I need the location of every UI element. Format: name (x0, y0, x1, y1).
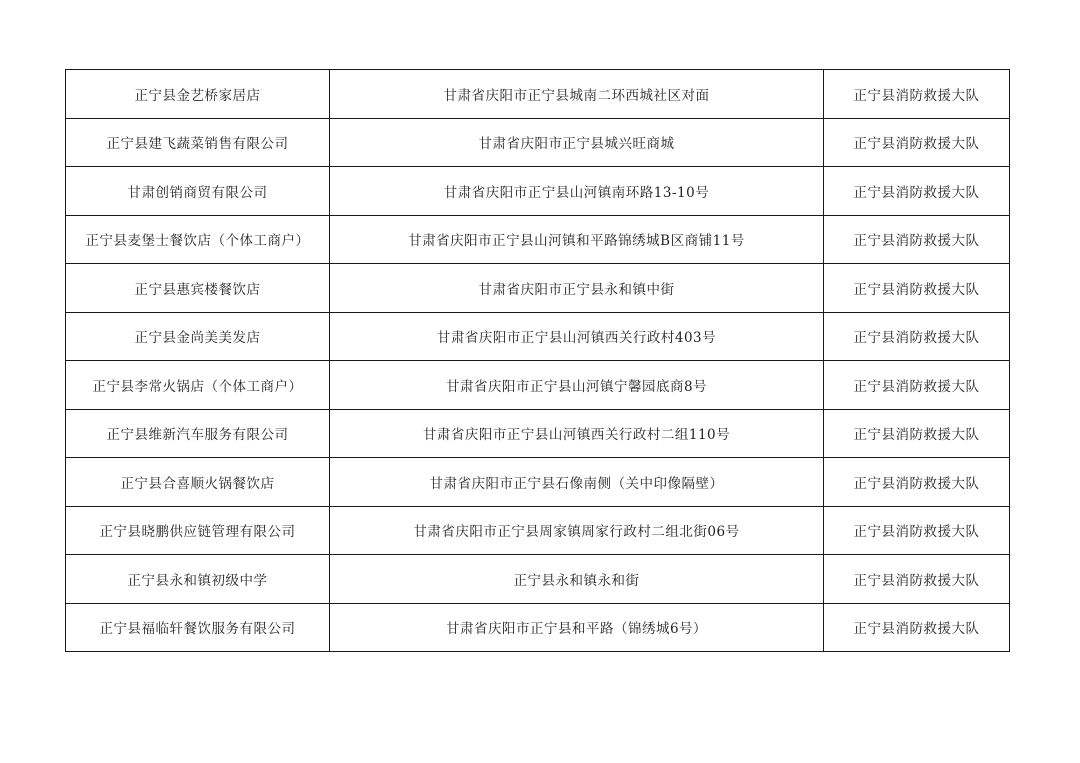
records-table (65, 69, 1010, 652)
table-row (66, 118, 1010, 167)
address-cell: 甘肃省庆阳市正宁县城南二环西城社区对面 (330, 70, 824, 119)
address-cell: 甘肃省庆阳市正宁县山河镇宁馨园底商8号 (330, 361, 824, 410)
fire-unit-cell: 正宁县消防救援大队 (824, 118, 1010, 167)
fire-unit-cell: 正宁县消防救援大队 (824, 458, 1010, 507)
address-cell: 甘肃省庆阳市正宁县周家镇周家行政村二组北街06号 (330, 506, 824, 555)
address-cell: 甘肃省庆阳市正宁县城兴旺商城 (330, 118, 824, 167)
address-cell: 甘肃省庆阳市正宁县和平路（锦绣城6号） (330, 603, 824, 652)
business-name-cell: 正宁县合喜顺火锅餐饮店 (66, 458, 330, 507)
fire-unit-cell: 正宁县消防救援大队 (824, 409, 1010, 458)
table-row (66, 506, 1010, 555)
business-name-cell: 正宁县金艺桥家居店 (66, 70, 330, 119)
business-name-cell: 正宁县麦堡士餐饮店（个体工商户） (66, 215, 330, 264)
fire-unit-cell: 正宁县消防救援大队 (824, 555, 1010, 604)
fire-unit-cell: 正宁县消防救援大队 (824, 361, 1010, 410)
table-row (66, 70, 1010, 119)
business-name-cell: 正宁县晓鹏供应链管理有限公司 (66, 506, 330, 555)
address-cell: 正宁县永和镇永和街 (330, 555, 824, 604)
table-row (66, 215, 1010, 264)
business-name-cell: 正宁县维新汽车服务有限公司 (66, 409, 330, 458)
business-name-cell: 甘肃创销商贸有限公司 (66, 167, 330, 216)
fire-unit-cell: 正宁县消防救援大队 (824, 506, 1010, 555)
business-name-cell: 正宁县惠宾楼餐饮店 (66, 264, 330, 313)
table-row (66, 603, 1010, 652)
business-name-cell: 正宁县金尚美美发店 (66, 312, 330, 361)
address-cell: 甘肃省庆阳市正宁县永和镇中街 (330, 264, 824, 313)
address-cell: 甘肃省庆阳市正宁县山河镇和平路锦绣城B区商铺11号 (330, 215, 824, 264)
fire-unit-cell: 正宁县消防救援大队 (824, 312, 1010, 361)
business-name-cell: 正宁县永和镇初级中学 (66, 555, 330, 604)
table-row (66, 409, 1010, 458)
table-row (66, 555, 1010, 604)
business-name-cell: 正宁县李常火锅店（个体工商户） (66, 361, 330, 410)
table-row (66, 167, 1010, 216)
business-name-cell: 正宁县建飞蔬菜销售有限公司 (66, 118, 330, 167)
address-cell: 甘肃省庆阳市正宁县石像南侧（关中印像隔壁） (330, 458, 824, 507)
table-row (66, 264, 1010, 313)
business-name-cell: 正宁县福临轩餐饮服务有限公司 (66, 603, 330, 652)
table-row (66, 458, 1010, 507)
address-cell: 甘肃省庆阳市正宁县山河镇西关行政村403号 (330, 312, 824, 361)
address-cell: 甘肃省庆阳市正宁县山河镇南环路13-10号 (330, 167, 824, 216)
address-cell: 甘肃省庆阳市正宁县山河镇西关行政村二组110号 (330, 409, 824, 458)
fire-unit-cell: 正宁县消防救援大队 (824, 264, 1010, 313)
fire-unit-cell: 正宁县消防救援大队 (824, 215, 1010, 264)
table-row (66, 361, 1010, 410)
fire-unit-cell: 正宁县消防救援大队 (824, 167, 1010, 216)
fire-unit-cell: 正宁县消防救援大队 (824, 603, 1010, 652)
table-row (66, 312, 1010, 361)
fire-unit-cell: 正宁县消防救援大队 (824, 70, 1010, 119)
